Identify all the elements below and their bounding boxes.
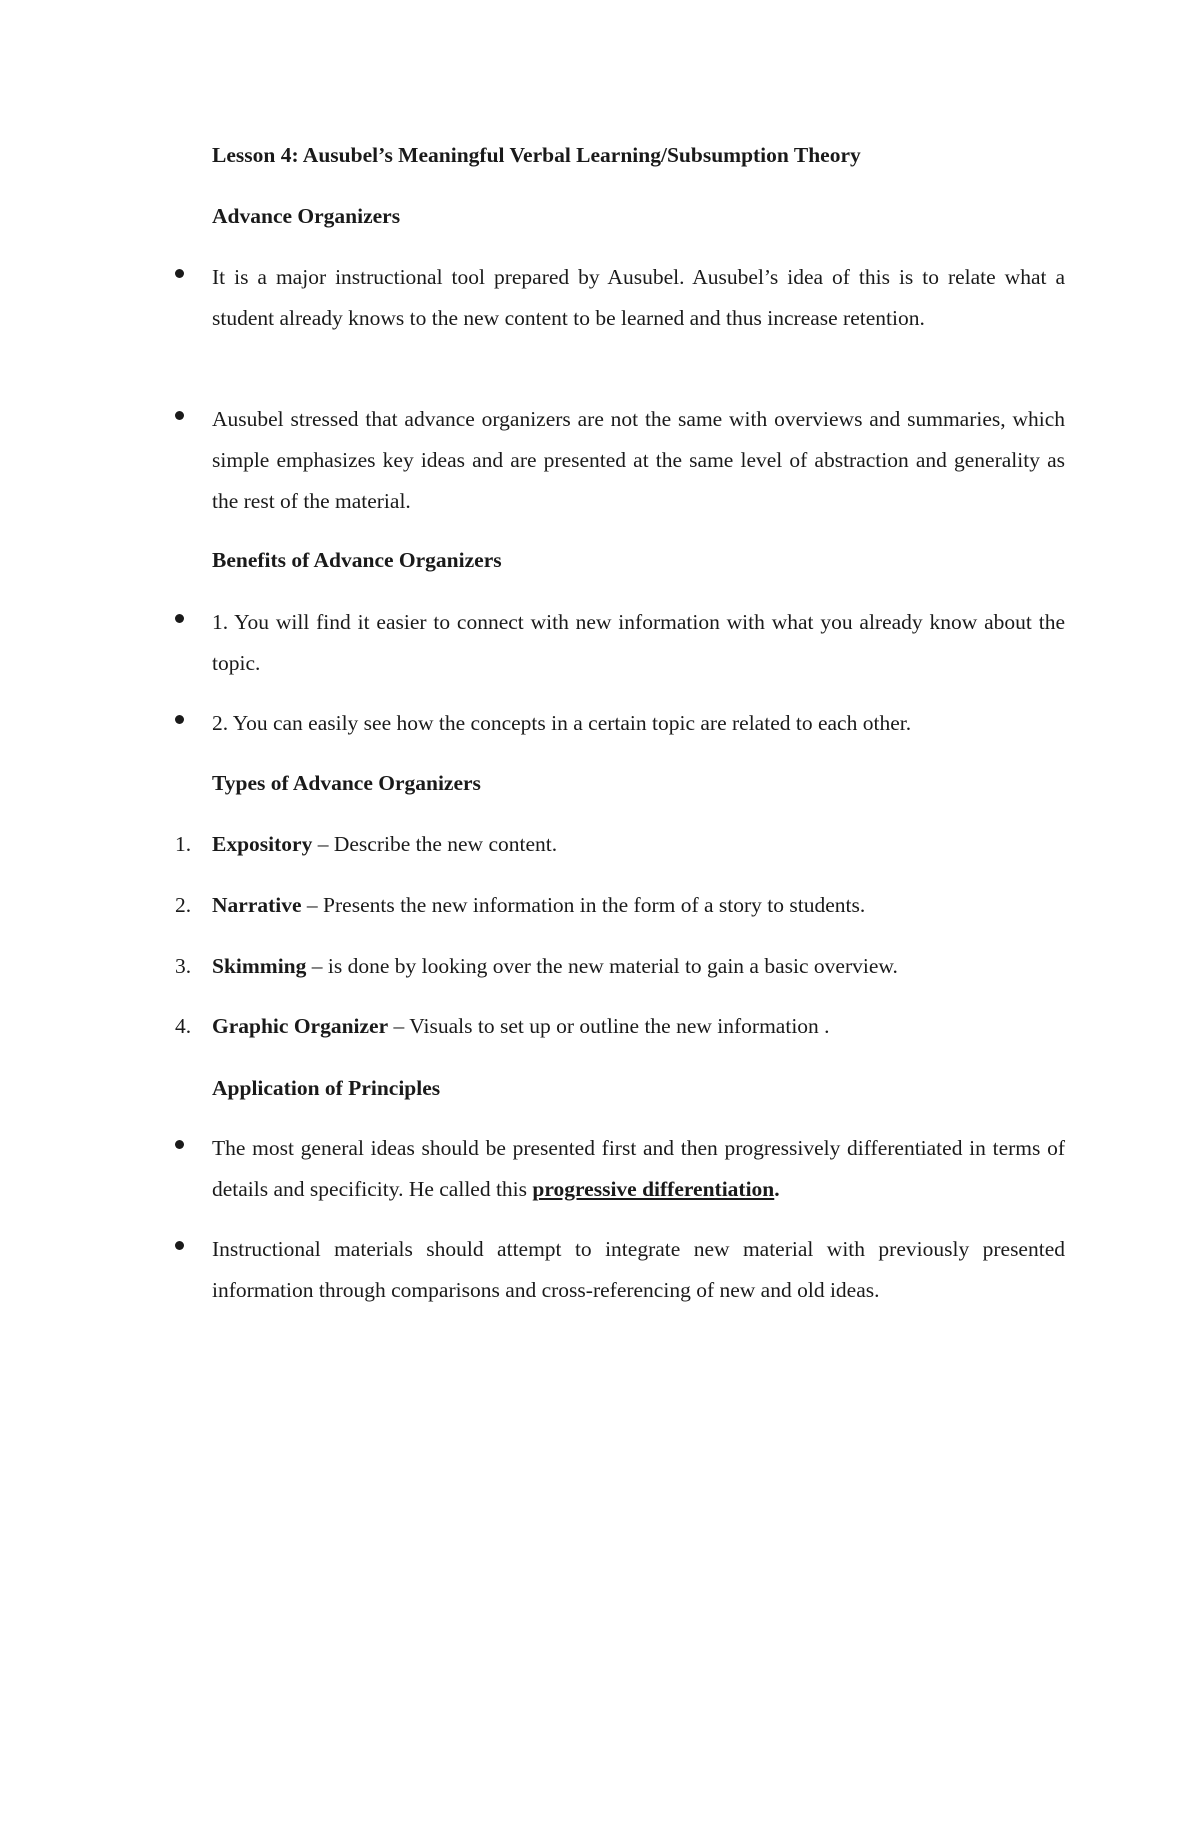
bullet-item	[175, 399, 1065, 522]
item-number: 2.	[175, 893, 192, 917]
section-heading-benefits: Benefits of Advance Organizers	[212, 548, 502, 572]
bullet-text: 2. You can easily see how the concepts in a certain topic are related to each other.	[212, 711, 912, 735]
numbered-item	[175, 885, 1065, 926]
bullet-icon	[175, 1140, 184, 1149]
item-description: – Describe the new content.	[312, 832, 558, 856]
bullet-text: 1. You will find it easier to connect with new information with what you already know about the topic.	[212, 610, 1065, 675]
bullet-text: Instructional materials should attempt to integrate new material with previously presented information through comparisons and cross-referencing of new and old ideas.	[212, 1237, 1065, 1302]
item-description: – is done by looking over the new material to gain a basic overview.	[306, 954, 898, 978]
bullet-text: It is a major instructional tool prepared by Ausubel. Ausubel’s idea of this is to relate what a student already knows to the new content to be learned and thus increase retention.	[212, 265, 1065, 330]
bullet-icon	[175, 614, 184, 623]
lesson-title: Lesson 4: Ausubel’s Meaningful Verbal Learning/Subsumption Theory	[212, 143, 861, 167]
item-number: 1.	[175, 832, 192, 856]
bullet-item	[175, 703, 1065, 744]
bullet-text	[212, 1128, 1065, 1210]
bullet-icon	[175, 1241, 184, 1250]
bullet-item	[175, 1229, 1065, 1311]
emphasis-period: .	[774, 1177, 780, 1201]
bullet-text: Ausubel stressed that advance organizers are not the same with overviews and summaries, which simple emphasizes key ideas and are presented at the same level of abstraction and generality as the rest of the material.	[212, 407, 1065, 513]
section-heading-application: Application of Principles	[212, 1076, 441, 1100]
item-description: – Presents the new information in the form of a story to students.	[301, 893, 866, 917]
section-heading-advance-organizers: Advance Organizers	[212, 204, 401, 228]
bullet-text-body: The most general ideas should be presented first and then progressively differentiated in terms of details and specificity. He called this	[212, 1136, 1065, 1201]
item-number: 4.	[175, 1014, 192, 1038]
emphasis-term: progressive differentiation	[532, 1177, 775, 1201]
bullet-item	[175, 602, 1065, 684]
item-description: – Visuals to set up or outline the new information .	[388, 1014, 830, 1038]
numbered-item	[175, 1006, 1065, 1047]
item-term: Expository	[212, 832, 313, 856]
bullet-icon	[175, 715, 184, 724]
item-term: Graphic Organizer	[212, 1014, 389, 1038]
item-term: Narrative	[212, 893, 302, 917]
section-heading-types: Types of Advance Organizers	[212, 771, 481, 795]
numbered-item	[175, 946, 1065, 987]
bullet-item	[175, 1128, 1065, 1210]
bullet-icon	[175, 269, 184, 278]
bullet-item	[175, 257, 1065, 339]
bullet-icon	[175, 411, 184, 420]
item-number: 3.	[175, 954, 192, 978]
numbered-item	[175, 824, 1065, 865]
item-term: Skimming	[212, 954, 307, 978]
